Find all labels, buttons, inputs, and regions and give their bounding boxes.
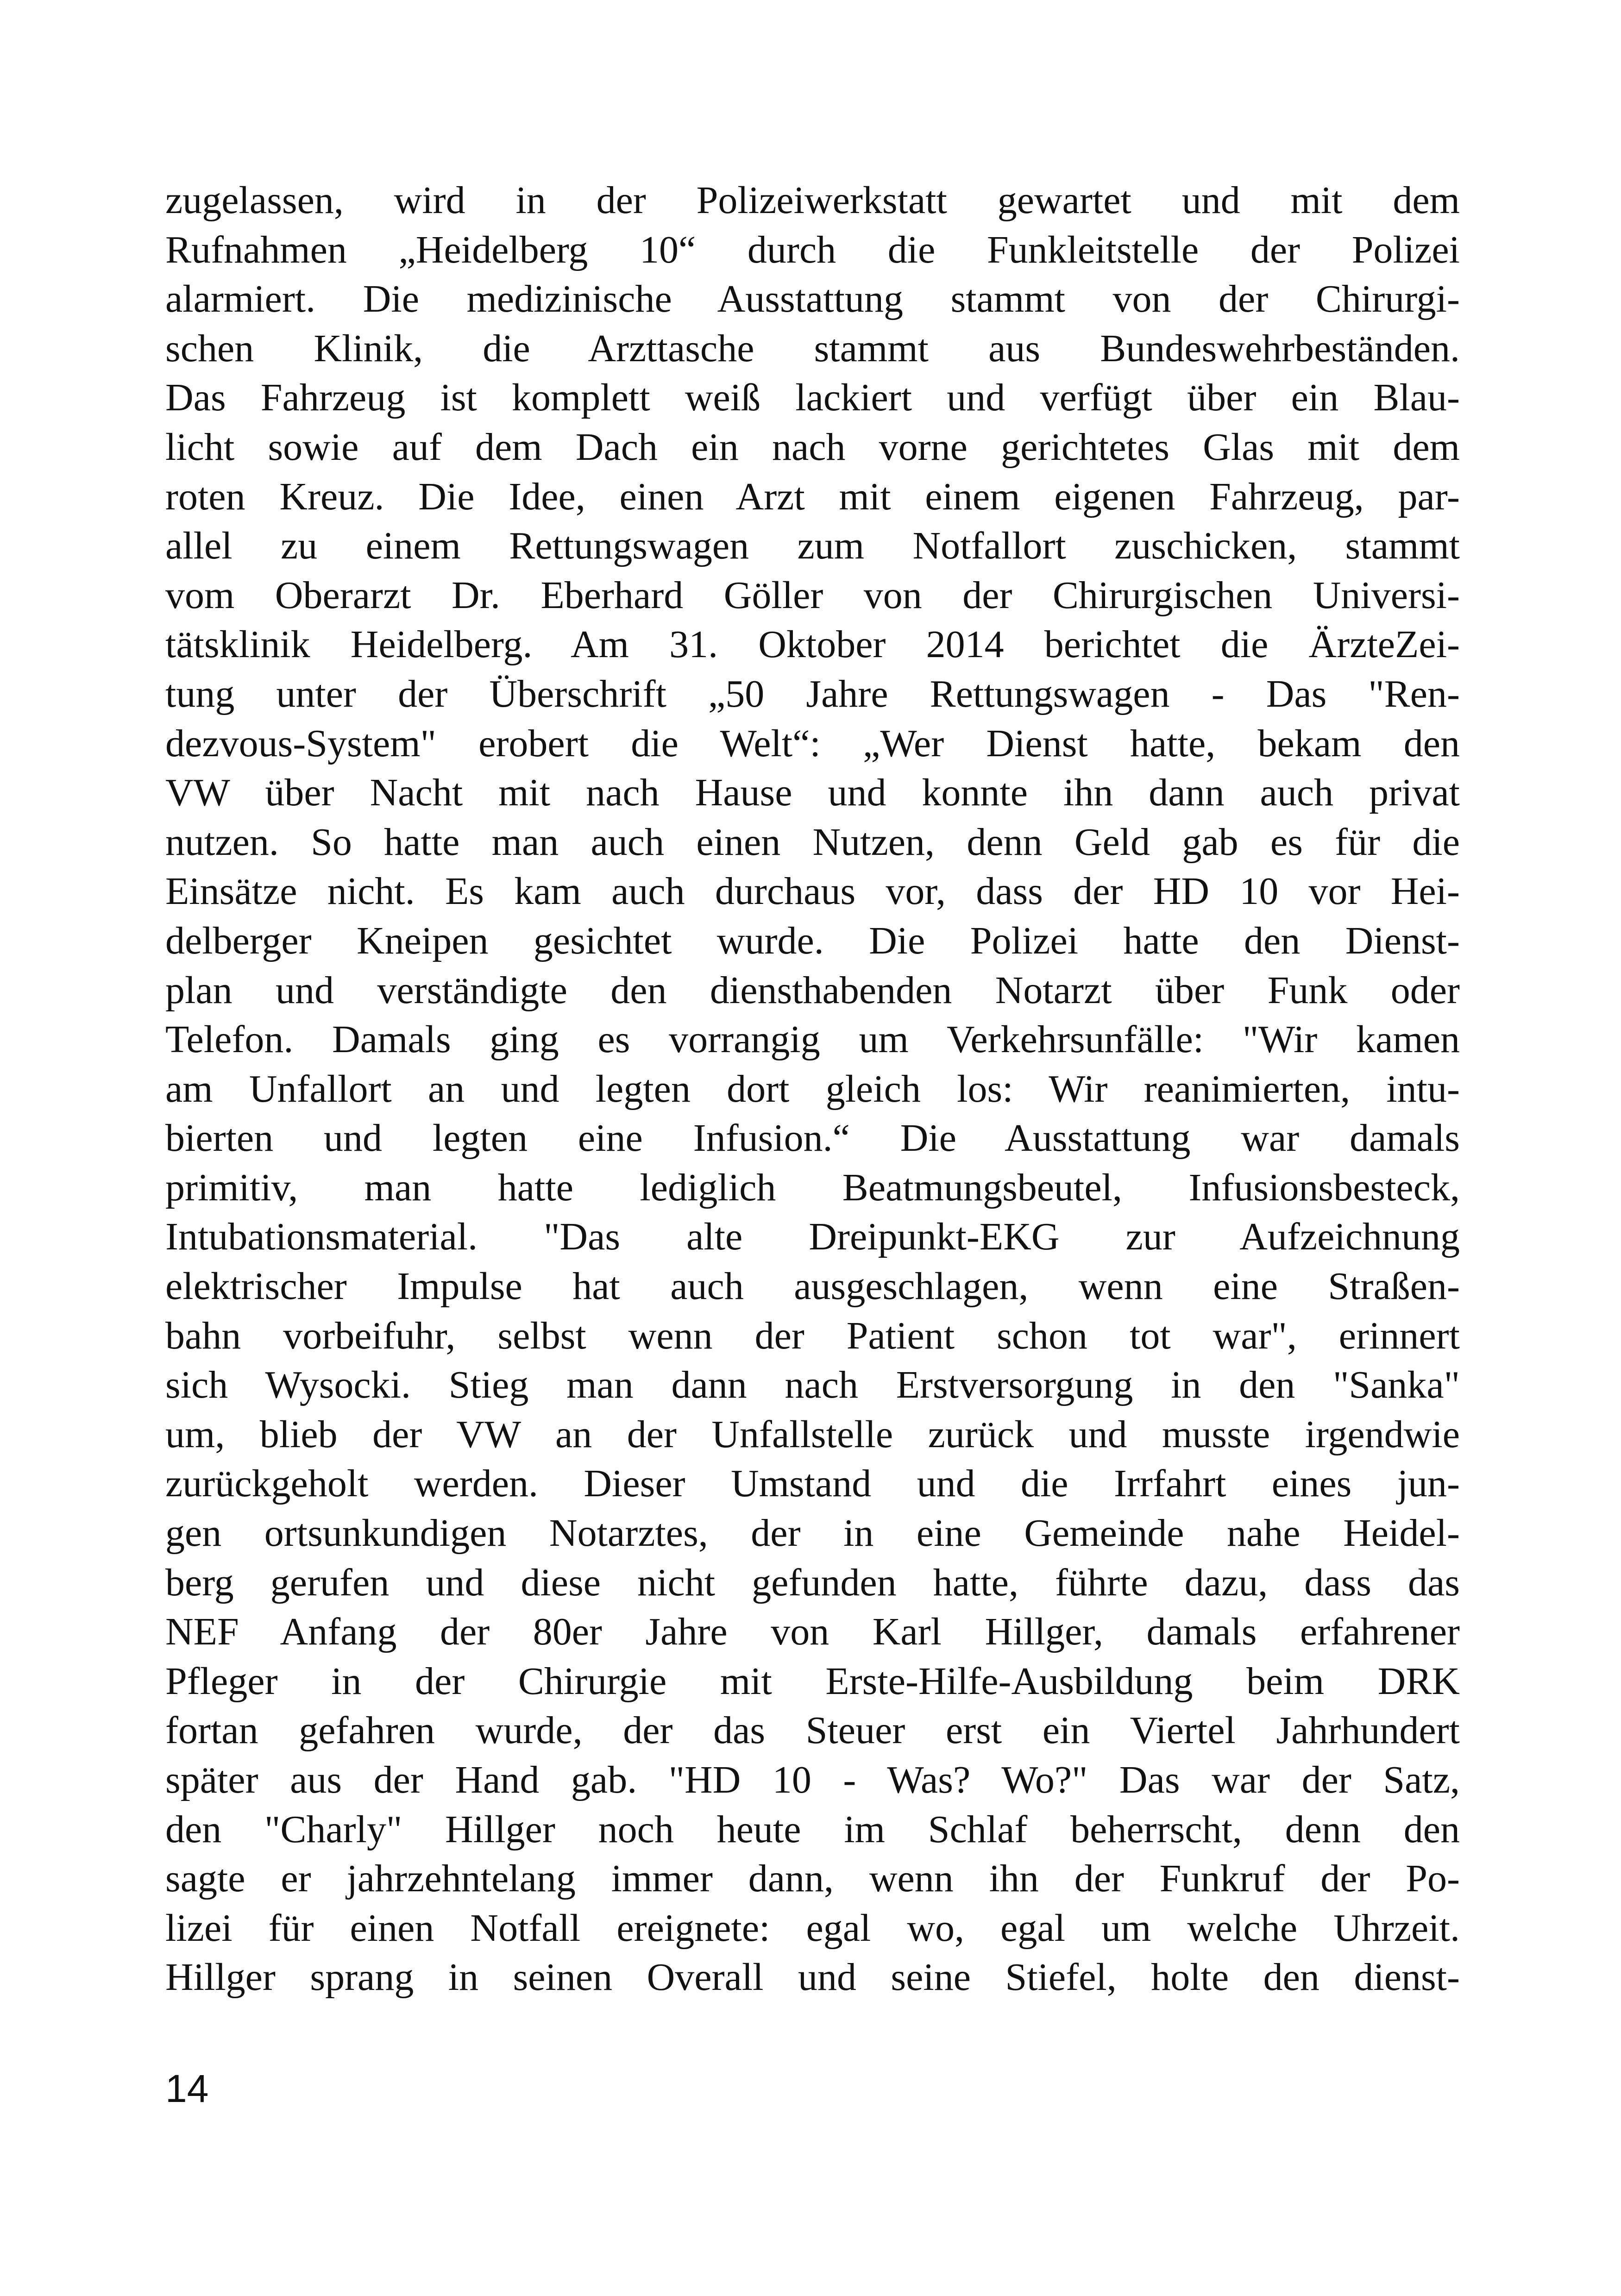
text-line: gen ortsunkundigen Notarztes, der in eine Gemeinde nahe Heidel- bbox=[165, 1512, 1460, 1555]
text-line: plan und verständigte den diensthabenden Notarzt über Funk oder bbox=[165, 968, 1460, 1012]
text-line: um, blieb der VW an der Unfallstelle zurück und musste irgendwie bbox=[165, 1412, 1460, 1456]
text-line: delberger Kneipen gesichtet wurde. Die Polizei hatte den Dienst- bbox=[165, 919, 1460, 962]
text-line: bahn vorbeifuhr, selbst wenn der Patient schon tot war", erinnert bbox=[165, 1314, 1460, 1357]
page-number: 14 bbox=[165, 2067, 209, 2110]
text-line: lizei für einen Notfall ereignete: egal wo, egal um welche Uhrzeit. bbox=[165, 1906, 1460, 1950]
text-line: Pfleger in der Chirurgie mit Erste-Hilfe-Ausbildung beim DRK bbox=[165, 1659, 1460, 1703]
text-line: elektrischer Impulse hat auch ausgeschlagen, wenn eine Straßen- bbox=[165, 1265, 1460, 1308]
text-line: NEF Anfang der 80er Jahre von Karl Hillger, damals erfahrener bbox=[165, 1610, 1460, 1654]
text-line: später aus der Hand gab. "HD 10 - Was? Wo?" Das war der Satz, bbox=[165, 1758, 1460, 1801]
text-line: nutzen. So hatte man auch einen Nutzen, denn Geld gab es für die bbox=[165, 820, 1460, 864]
text-line: zugelassen, wird in der Polizeiwerkstatt gewartet und mit dem bbox=[165, 179, 1460, 222]
text-line: Einsätze nicht. Es kam auch durchaus vor, dass der HD 10 vor Hei- bbox=[165, 870, 1460, 913]
body-text bbox=[165, 176, 1460, 2002]
text-line: alarmiert. Die medizinische Ausstattung stammt von der Chirurgi- bbox=[165, 277, 1460, 321]
text-line: dezvous-System" erobert die Welt“: „Wer Dienst hatte, bekam den bbox=[165, 721, 1460, 765]
text-line: zurückgeholt werden. Dieser Umstand und die Irrfahrt eines jun- bbox=[165, 1462, 1460, 1506]
text-line: tung unter der Überschrift „50 Jahre Rettungswagen - Das "Ren- bbox=[165, 672, 1460, 715]
text-line: sich Wysocki. Stieg man dann nach Erstversorgung in den "Sanka" bbox=[165, 1363, 1460, 1407]
text-line: VW über Nacht mit nach Hause und konnte ihn dann auch privat bbox=[165, 771, 1460, 815]
text-line: Intubationsmaterial. "Das alte Dreipunkt-EKG zur Aufzeichnung bbox=[165, 1215, 1460, 1259]
text-line: Telefon. Damals ging es vorrangig um Verkehrsunfälle: "Wir kamen bbox=[165, 1018, 1460, 1061]
text-line: licht sowie auf dem Dach ein nach vorne gerichtetes Glas mit dem bbox=[165, 425, 1460, 469]
text-line: primitiv, man hatte lediglich Beatmungsbeutel, Infusionsbesteck, bbox=[165, 1166, 1460, 1209]
text-line: Das Fahrzeug ist komplett weiß lackiert und verfügt über ein Blau- bbox=[165, 376, 1460, 420]
text-line: bierten und legten eine Infusion.“ Die Ausstattung war damals bbox=[165, 1117, 1460, 1160]
text-line: Hillger sprang in seinen Overall und seine Stiefel, holte den dienst- bbox=[165, 1956, 1460, 1999]
text-line: am Unfallort an und legten dort gleich los: Wir reanimierten, intu- bbox=[165, 1067, 1460, 1110]
text-line: fortan gefahren wurde, der das Steuer erst ein Viertel Jahrhundert bbox=[165, 1709, 1460, 1752]
text-line: roten Kreuz. Die Idee, einen Arzt mit einem eigenen Fahrzeug, par- bbox=[165, 475, 1460, 518]
text-line: Rufnahmen „Heidelberg 10“ durch die Funkleitstelle der Polizei bbox=[165, 228, 1460, 271]
text-line: schen Klinik, die Arzttasche stammt aus Bundeswehrbeständen. bbox=[165, 326, 1460, 370]
text-line: tätsklinik Heidelberg. Am 31. Oktober 2014 berichtet die ÄrzteZei- bbox=[165, 623, 1460, 666]
text-line: den "Charly" Hillger noch heute im Schlaf beherrscht, denn den bbox=[165, 1807, 1460, 1851]
text-line: sagte er jahrzehntelang immer dann, wenn ihn der Funkruf der Po- bbox=[165, 1857, 1460, 1901]
text-line: allel zu einem Rettungswagen zum Notfallort zuschicken, stammt bbox=[165, 524, 1460, 568]
text-line: vom Oberarzt Dr. Eberhard Göller von der Chirurgischen Universi- bbox=[165, 573, 1460, 617]
text-line: berg gerufen und diese nicht gefunden hatte, führte dazu, dass das bbox=[165, 1561, 1460, 1604]
